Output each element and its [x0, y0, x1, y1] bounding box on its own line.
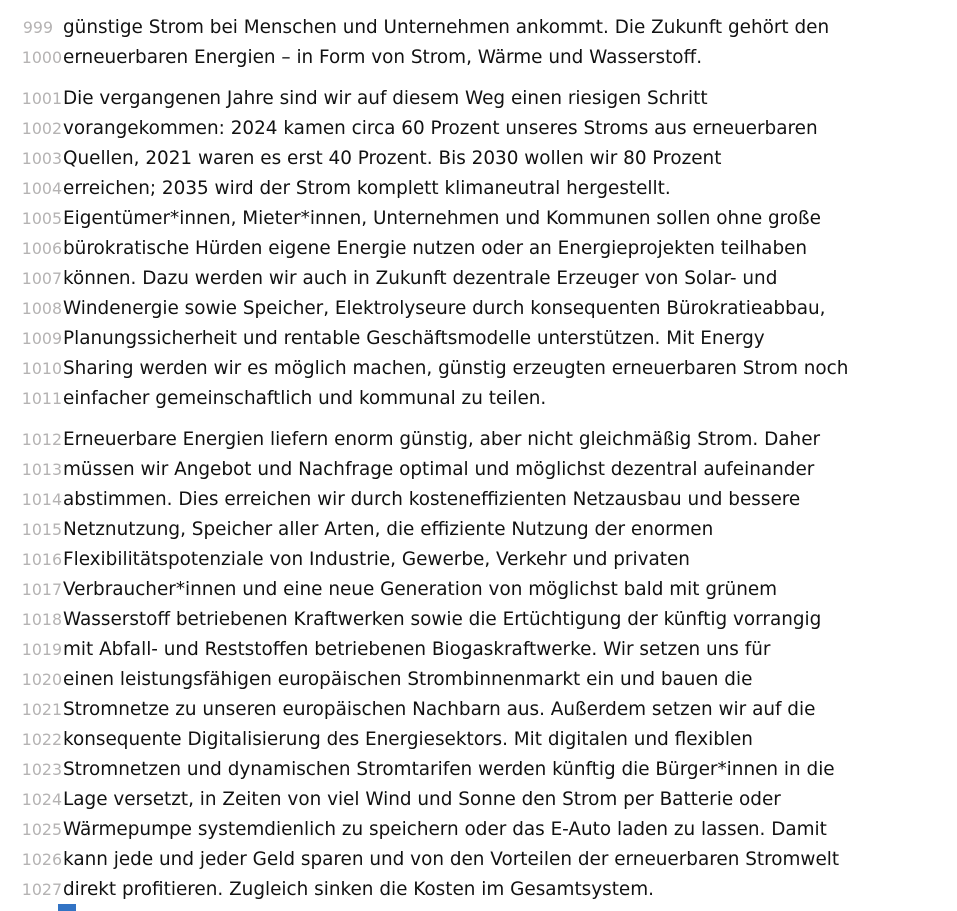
- line-text: Wärmepumpe systemdienlich zu speichern oder das E-Auto laden zu lassen. Damit: [63, 819, 827, 840]
- line-number: 1001: [21, 89, 62, 108]
- text-line: [0, 815, 957, 845]
- line-number: 1017: [21, 580, 62, 599]
- text-line: [0, 785, 957, 815]
- line-text: erreichen; 2035 wird der Strom komplett klimaneutral hergestellt.: [63, 178, 671, 199]
- line-text: vorangekommen: 2024 kamen circa 60 Prozent unseres Stroms aus erneuerbaren: [63, 118, 818, 139]
- text-line: [0, 43, 957, 73]
- line-number: 1016: [21, 550, 62, 569]
- line-text: kann jede und jeder Geld sparen und von den Vorteilen der erneuerbaren Stromwelt: [63, 849, 840, 870]
- line-text: mit Abfall- und Reststoffen betriebenen Biogaskraftwerke. Wir setzen uns für: [63, 639, 771, 660]
- line-text: konsequente Digitalisierung des Energiesektors. Mit digitalen und flexiblen: [63, 729, 753, 750]
- line-number: 1024: [21, 790, 62, 809]
- line-text: Sharing werden wir es möglich machen, günstig erzeugten erneuerbaren Strom noch: [63, 358, 849, 379]
- line-text: können. Dazu werden wir auch in Zukunft dezentrale Erzeuger von Solar- und: [63, 268, 778, 289]
- line-text: Windenergie sowie Speicher, Elektrolyseure durch konsequenten Bürokratieabbau,: [63, 298, 826, 319]
- text-line: [0, 425, 957, 455]
- line-text: Stromnetze zu unseren europäischen Nachbarn aus. Außerdem setzen wir auf die: [63, 699, 816, 720]
- line-number: 1026: [21, 850, 62, 869]
- text-line: [0, 114, 957, 144]
- text-line: [0, 545, 957, 575]
- text-line: [0, 635, 957, 665]
- line-text: abstimmen. Dies erreichen wir durch kosteneffizienten Netzausbau und bessere: [63, 489, 801, 510]
- line-number: 1010: [21, 359, 62, 378]
- text-line: [0, 264, 957, 294]
- text-line: [0, 695, 957, 725]
- line-number: 1005: [21, 209, 62, 228]
- paragraph-block: [0, 13, 957, 73]
- text-line: [0, 84, 957, 114]
- text-line: [0, 324, 957, 354]
- text-line: [0, 234, 957, 264]
- line-number: 1014: [21, 490, 62, 509]
- line-number: 1013: [21, 460, 62, 479]
- line-number: 1008: [21, 299, 62, 318]
- line-number: 1009: [21, 329, 62, 348]
- line-number: 1002: [21, 119, 62, 138]
- text-line: [0, 515, 957, 545]
- line-text: Netznutzung, Speicher aller Arten, die effiziente Nutzung der enormen: [63, 519, 714, 540]
- line-text: Die vergangenen Jahre sind wir auf diesem Weg einen riesigen Schritt: [63, 88, 708, 109]
- text-line: [0, 204, 957, 234]
- line-text: Lage versetzt, in Zeiten von viel Wind und Sonne den Strom per Batterie oder: [63, 789, 781, 810]
- line-number: 1006: [21, 239, 62, 258]
- line-text: Eigentümer*innen, Mieter*innen, Unternehmen und Kommunen sollen ohne große: [63, 208, 821, 229]
- paragraph-block: [0, 84, 957, 414]
- line-number: 1004: [21, 179, 62, 198]
- cutoff-blue-element: [58, 904, 76, 911]
- text-line: [0, 455, 957, 485]
- text-line: [0, 605, 957, 635]
- text-line: [0, 485, 957, 515]
- line-text: einen leistungsfähigen europäischen Strombinnenmarkt ein und bauen die: [63, 669, 753, 690]
- line-number: 1012: [21, 430, 62, 449]
- line-text: erneuerbaren Energien – in Form von Strom, Wärme und Wasserstoff.: [63, 47, 703, 68]
- line-text: Flexibilitätspotenziale von Industrie, Gewerbe, Verkehr und privaten: [63, 549, 690, 570]
- text-line: [0, 875, 957, 905]
- text-line: [0, 575, 957, 605]
- text-line: [0, 13, 957, 43]
- text-blocks: [0, 13, 957, 905]
- line-number: 1027: [21, 880, 62, 899]
- line-text: günstige Strom bei Menschen und Unternehmen ankommt. Die Zukunft gehört den: [63, 17, 830, 38]
- text-line: [0, 294, 957, 324]
- line-number: 1000: [21, 48, 62, 67]
- line-number: 999: [22, 18, 53, 37]
- line-text: Stromnetzen und dynamischen Stromtarifen werden künftig die Bürger*innen in die: [63, 759, 835, 780]
- text-line: [0, 174, 957, 204]
- line-text: einfacher gemeinschaftlich und kommunal zu teilen.: [63, 388, 547, 409]
- line-number: 1025: [21, 820, 62, 839]
- line-number: 1019: [21, 640, 62, 659]
- line-number: 1007: [21, 269, 62, 288]
- line-text: Erneuerbare Energien liefern enorm günstig, aber nicht gleichmäßig Strom. Daher: [63, 429, 821, 450]
- line-number: 1023: [21, 760, 62, 779]
- line-number: 1020: [21, 670, 62, 689]
- text-line: [0, 144, 957, 174]
- line-text: bürokratische Hürden eigene Energie nutzen oder an Energieprojekten teilhaben: [63, 238, 808, 259]
- line-text: Wasserstoff betriebenen Kraftwerken sowie die Ertüchtigung der künftig vorrangig: [63, 609, 822, 630]
- line-text: direkt profitieren. Zugleich sinken die Kosten im Gesamtsystem.: [63, 879, 655, 900]
- text-line: [0, 755, 957, 785]
- line-text: Verbraucher*innen und eine neue Generation von möglichst bald mit grünem: [63, 579, 778, 600]
- text-line: [0, 384, 957, 414]
- line-number: 1003: [21, 149, 62, 168]
- line-number: 1021: [21, 700, 62, 719]
- text-line: [0, 845, 957, 875]
- line-text: müssen wir Angebot und Nachfrage optimal und möglichst dezentral aufeinander: [63, 459, 815, 480]
- text-line: [0, 665, 957, 695]
- line-number: 1022: [21, 730, 62, 749]
- line-text: Planungssicherheit und rentable Geschäftsmodelle unterstützen. Mit Energy: [63, 328, 765, 349]
- paragraph-block: [0, 425, 957, 905]
- line-number: 1015: [21, 520, 62, 539]
- text-line: [0, 354, 957, 384]
- line-number: 1018: [21, 610, 62, 629]
- line-number: 1011: [21, 389, 62, 408]
- line-text: Quellen, 2021 waren es erst 40 Prozent. Bis 2030 wollen wir 80 Prozent: [63, 148, 722, 169]
- text-line: [0, 725, 957, 755]
